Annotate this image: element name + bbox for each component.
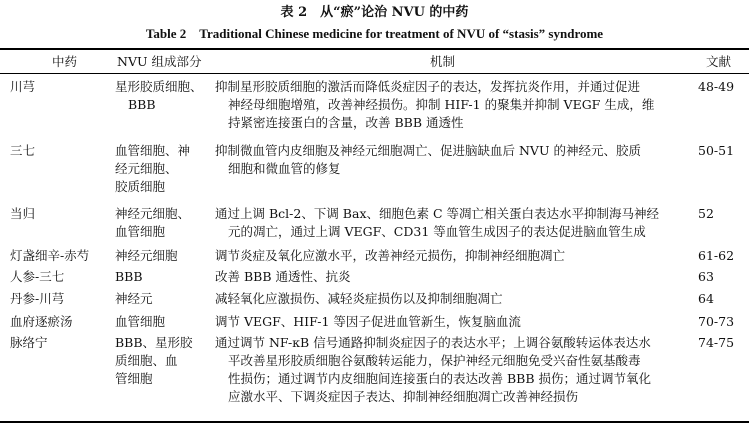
cell-refs: 70-73: [698, 314, 735, 329]
nvu-line: 神经元: [115, 291, 153, 306]
nvu-line: 星形胶质细胞、: [115, 79, 203, 94]
nvu-line: 管细胞: [115, 371, 153, 386]
cell-mechanism: [215, 334, 689, 406]
table-title-en: Table 2 Traditional Chinese medicine for treatment of NVU of “stasis” syndrome: [145, 26, 604, 41]
mechanism-line: 调节炎症及氧化应激水平，改善神经元损伤，抑制神经细胞凋亡: [215, 248, 566, 263]
nvu-line: 血管细胞: [115, 314, 166, 329]
cell-mechanism: [215, 78, 689, 132]
nvu-line: 血管细胞、神: [115, 143, 191, 158]
cell-nvu-component: [115, 78, 215, 114]
cell-herb: 丹参-川芎: [10, 291, 65, 306]
cell-herb: 当归: [10, 206, 36, 221]
nvu-line: 胶质细胞: [115, 179, 166, 194]
cell-nvu-component: [115, 334, 215, 388]
cell-refs: 61-62: [698, 248, 735, 263]
header-rule: [0, 73, 749, 74]
table-title-cn: 表 2 从“瘀”论治 NVU 的中药: [280, 5, 469, 20]
mechanism-line: 神经母细胞增殖，改善神经损伤。抑制 HIF-1 的聚集并抑制 VEGF 生成，维: [228, 97, 655, 112]
cell-refs: 50-51: [698, 143, 735, 158]
cell-nvu-component: [115, 247, 215, 265]
mechanism-line: 平改善星形胶质细胞谷氨酸转运能力，保护神经元细胞免受兴奋性氨基酸毒: [228, 353, 641, 368]
nvu-line: 神经元细胞: [115, 248, 178, 263]
mechanism-line: 通过调节 NF-κB 信号通路抑制炎症因子的表达水平；上调谷氨酸转运体表达水: [215, 335, 651, 350]
mechanism-line: 抑制星形胶质细胞的激活而降低炎症因子的表达，发挥抗炎作用，并通过促进: [215, 79, 641, 94]
nvu-line: BBB、星形胶: [115, 335, 193, 350]
cell-herb: 脉络宁: [10, 335, 48, 350]
cell-herb: 血府逐瘀汤: [10, 314, 73, 329]
nvu-line: BBB: [115, 269, 143, 284]
cell-refs: 48-49: [698, 79, 735, 94]
mechanism-line: 通过上调 Bcl-2、下调 Bax、细胞色素 C 等凋亡相关蛋白表达水平抑制海马神经: [215, 206, 660, 221]
cell-mechanism: [215, 142, 689, 178]
cell-mechanism: [215, 205, 689, 241]
cell-nvu-component: [115, 205, 215, 241]
table-top-rule: [0, 48, 749, 50]
cell-herb: 三七: [10, 143, 36, 158]
header-nvu: NVU 组成部分: [117, 54, 202, 69]
cell-herb: 川芎: [10, 79, 36, 94]
header-mechanism: 机制: [430, 54, 456, 69]
cell-mechanism: [215, 268, 689, 286]
cell-mechanism: [215, 247, 689, 265]
cell-herb: 人参-三七: [10, 269, 65, 284]
header-herb: 中药: [52, 54, 78, 69]
table-bottom-rule: [0, 421, 749, 423]
nvu-line: 经元细胞、: [115, 161, 178, 176]
mechanism-line: 改善 BBB 通透性、抗炎: [215, 269, 351, 284]
mechanism-line: 减轻氧化应激损伤、减轻炎症损伤以及抑制细胞凋亡: [215, 291, 503, 306]
header-refs: 文献: [706, 54, 732, 69]
mechanism-line: 元的凋亡，通过上调 VEGF、CD31 等血管生成因子的表达促进脑血管生成: [228, 224, 646, 239]
cell-herb: 灯盏细辛-赤芍: [10, 248, 90, 263]
cell-mechanism: [215, 290, 689, 308]
cell-refs: 74-75: [698, 335, 735, 350]
cell-refs: 52: [698, 206, 714, 221]
nvu-line: 神经元细胞、: [115, 206, 191, 221]
cell-refs: 64: [698, 291, 714, 306]
cell-nvu-component: [115, 313, 215, 331]
cell-refs: 63: [698, 269, 714, 284]
nvu-line: BBB: [128, 97, 156, 112]
cell-nvu-component: [115, 290, 215, 308]
mechanism-line: 细胞和微血管的修复: [228, 161, 341, 176]
mechanism-line: 应激水平、下调炎症因子表达、抑制神经细胞凋亡改善神经损伤: [228, 389, 579, 404]
mechanism-line: 调节 VEGF、HIF-1 等因子促进血管新生，恢复脑血流: [215, 314, 521, 329]
cell-mechanism: [215, 313, 689, 331]
mechanism-line: 持紧密连接蛋白的含量，改善 BBB 通透性: [228, 115, 464, 130]
nvu-line: 质细胞、血: [115, 353, 178, 368]
mechanism-line: 抑制微血管内皮细胞及神经元细胞凋亡、促进脑缺血后 NVU 的神经元、胶质: [215, 143, 641, 158]
cell-nvu-component: [115, 142, 215, 196]
cell-nvu-component: [115, 268, 215, 286]
mechanism-line: 性损伤；通过调节内皮细胞间连接蛋白的表达改善 BBB 损伤；通过调节氧化: [228, 371, 652, 386]
nvu-line: 血管细胞: [115, 224, 166, 239]
